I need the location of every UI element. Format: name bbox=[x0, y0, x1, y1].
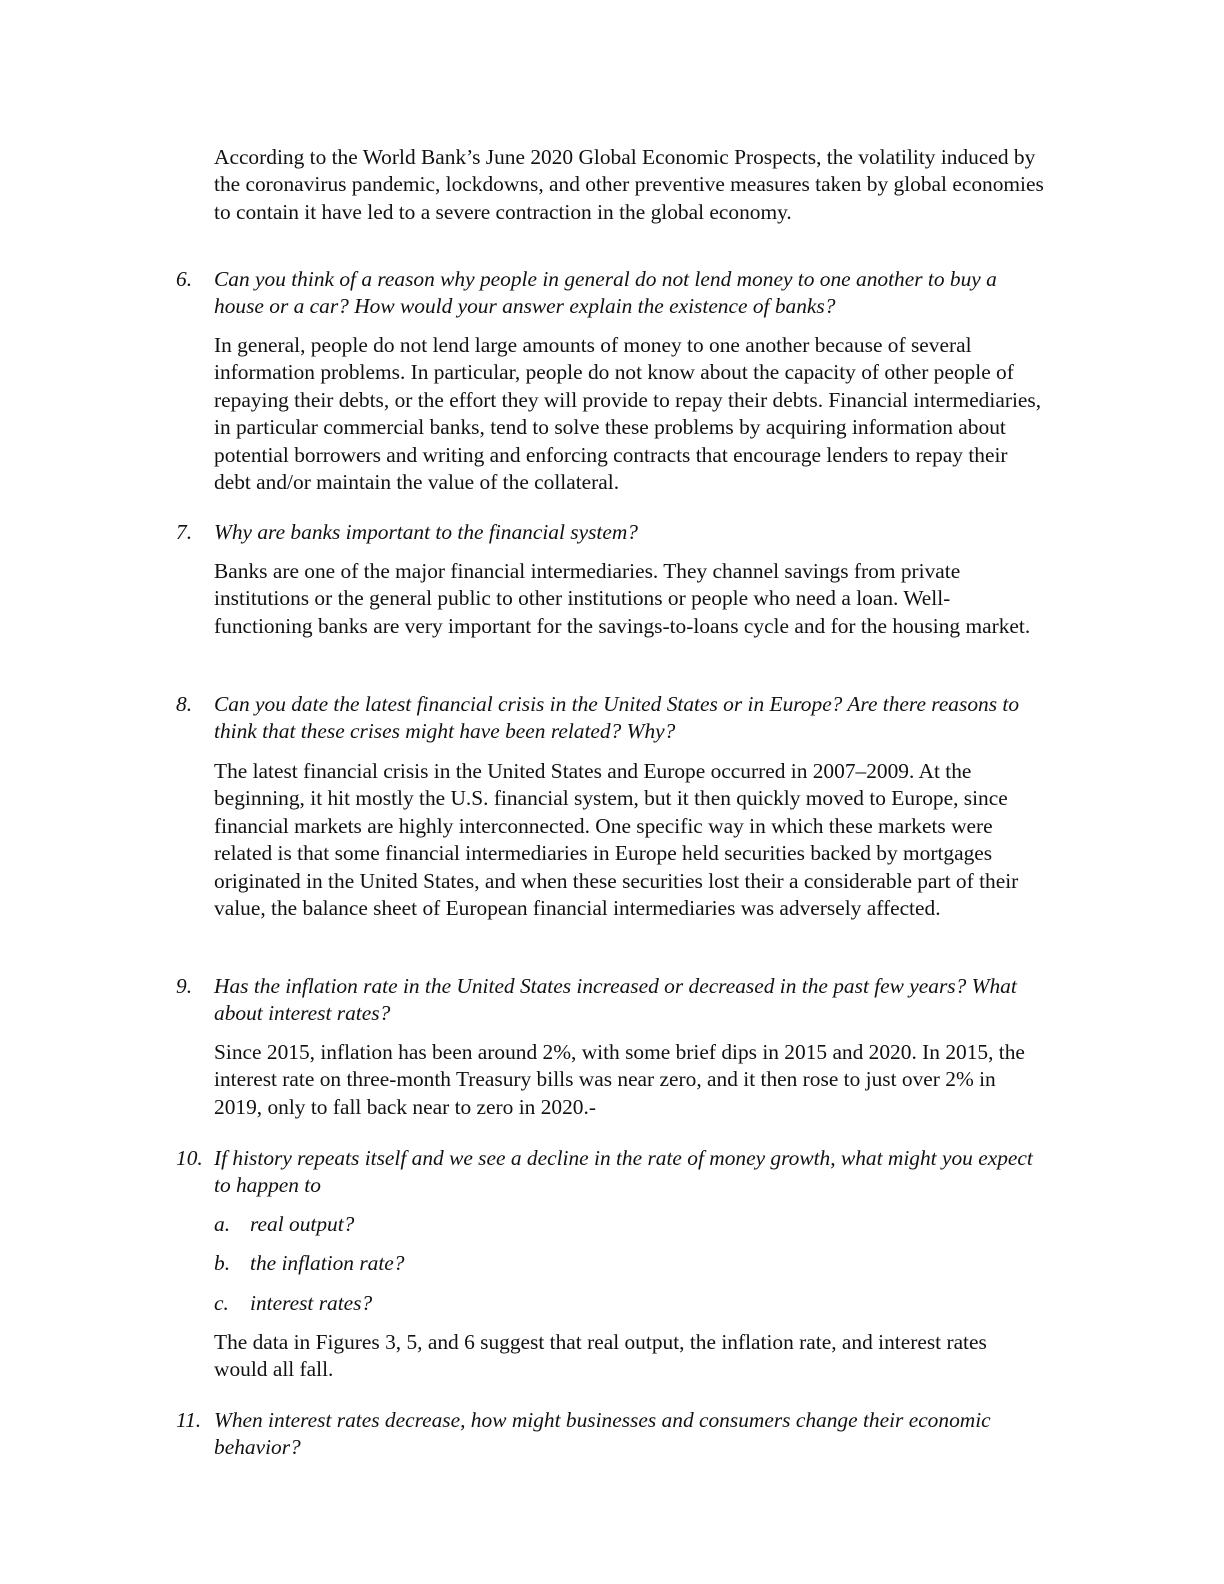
question-text: Has the inflation rate in the United States increased or decreased in the past few years? What about interest rates? bbox=[214, 974, 1017, 1026]
question-text: Can you date the latest financial crisis in the United States or in Europe? Are there reasons to think that these crises might have been related? Why? bbox=[214, 692, 1020, 744]
intro-paragraph: According to the World Bank’s June 2020 Global Economic Prospects, the volatility induced by the coronavirus pandemic, lockdowns, and other preventive measures taken by global economies to contain it have led to a severe contraction in the global economy. bbox=[214, 145, 1044, 224]
question-number: 11. bbox=[176, 1408, 202, 1432]
answer-10: The data in Figures 3, 5, and 6 suggest that real output, the inflation rate, and interest rates would all fall. bbox=[214, 1330, 987, 1382]
question-8 bbox=[176, 691, 1046, 746]
subitem-letter: c. bbox=[214, 1291, 229, 1315]
subitem-letter: a. bbox=[214, 1212, 231, 1236]
question-9 bbox=[176, 973, 1046, 1028]
question-7 bbox=[176, 519, 1046, 546]
question-text: When interest rates decrease, how might businesses and consumers change their economic behavior? bbox=[214, 1408, 991, 1460]
question-6 bbox=[176, 266, 1046, 321]
question-text: If history repeats itself and we see a decline in the rate of money growth, what might you expect to happen to bbox=[214, 1146, 1033, 1198]
question-number: 10. bbox=[176, 1146, 203, 1170]
question-11 bbox=[176, 1407, 1046, 1462]
question-number: 7. bbox=[176, 520, 193, 544]
question-number: 9. bbox=[176, 974, 193, 998]
subitem-text: the inflation rate? bbox=[250, 1251, 405, 1275]
subitem-text: interest rates? bbox=[250, 1291, 373, 1315]
answer-6: In general, people do not lend large amounts of money to one another because of several information problems. In particular, people do not know about the capacity of other people of repaying their debts, or the effort they will provide to repay their debts. Financial intermediaries, in particular commercial banks, tend to solve these problems by acquiring information about potential borrowers and writing and enforcing contracts that encourage lenders to repay their debt and/or maintain the value of the collateral. bbox=[214, 333, 1042, 495]
answer-7: Banks are one of the major financial intermediaries. They channel savings from private institutions or the general public to other institutions or people who need a loan. Well-functioning banks are very important for the savings-to-loans cycle and for the housing market. bbox=[214, 559, 1031, 638]
subitem-c bbox=[214, 1290, 1014, 1317]
subitem-b bbox=[214, 1250, 1014, 1277]
question-text: Can you think of a reason why people in general do not lend money to one another to buy a house or a car? How would your answer explain the existence of banks? bbox=[214, 267, 997, 319]
answer-9: Since 2015, inflation has been around 2%, with some brief dips in 2015 and 2020. In 2015, the interest rate on three-month Treasury bills was near zero, and it then rose to just over 2% in 2019, only to fall back near to zero in 2020.- bbox=[214, 1040, 1025, 1119]
subitem-a bbox=[214, 1211, 1014, 1238]
subitem-text: real output? bbox=[250, 1212, 355, 1236]
subitem-letter: b. bbox=[214, 1251, 231, 1275]
question-number: 8. bbox=[176, 692, 193, 716]
answer-8: The latest financial crisis in the United States and Europe occurred in 2007–2009. At the beginning, it hit mostly the U.S. financial system, but it then quickly moved to Europe, since financial markets are highly interconnected. One specific way in which these markets were related is that some financial intermediaries in Europe held securities backed by mortgages originated in the United States, and when these securities lost their a considerable part of their value, the balance sheet of European financial intermediaries was adversely affected. bbox=[214, 759, 1019, 921]
question-10 bbox=[176, 1145, 1046, 1200]
question-number: 6. bbox=[176, 267, 193, 291]
question-text: Why are banks important to the financial system? bbox=[214, 520, 638, 544]
